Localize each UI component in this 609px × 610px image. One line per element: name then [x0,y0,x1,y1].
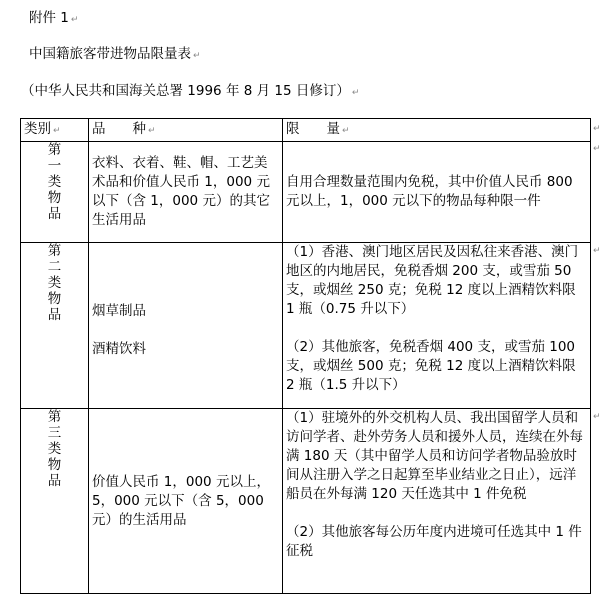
paragraph-mark-icon: ↵ [342,126,350,136]
limit-text: （1）香港、澳门地区居民及因私往来香港、澳门地区的内地居民，免税香烟 200 支，或雪茄 50 支，或烟丝 250 克；免税 12 度以上酒精饮料限 1 瓶（0.75 升以下） [286,244,579,317]
subtitle-text: （中华人民共和国海关总署 1996 年 8 月 15 日修订） [21,83,350,99]
table-row [21,243,591,409]
limit-text: （1）驻境外的外交机构人员、我出国留学人员和访问学者、赴外劳务人员和援外人员，连续在外每满 180 天（其中留学人员和访问学者物品验放时间从注册入学之日起算至毕业结业之日止），远洋船员在外每满 120 天任选其中 1 件免税 [286,410,583,502]
attachment-label [29,6,78,26]
category-vertical-text [24,243,85,323]
table-row [21,409,591,594]
row-end-mark-icon: ↵ [593,144,601,154]
category-char: 类 [47,275,62,291]
items-cell [89,409,283,594]
table-header-row [21,119,591,142]
category-char: 二 [47,259,62,275]
limit-text: （2）其他旅客每公历年度内进境可任选其中 1 件征税 [286,524,582,559]
limit-text: （2）其他旅客，免税香烟 400 支，或雪茄 100 支，或烟丝 500 克；免税 12 度以上酒精饮料限 2 瓶（1.5 升以下） [286,339,576,393]
category-char: 类 [47,174,62,190]
category-char: 品 [47,307,62,323]
document-title [29,42,201,62]
items-text: 衣料、衣着、鞋、帽、工艺美术品和价值人民币 1，000 元以下（含 1，000 元）的其它生活用品 [92,155,270,228]
items-cell [89,142,283,243]
category-vertical-text [24,142,85,222]
attachment-text: 附件 1 [29,10,69,26]
document-subtitle [21,79,359,99]
header-category [21,119,89,142]
category-char: 品 [47,206,62,222]
table-row [21,142,591,243]
row-end-mark-icon: ↵ [593,246,601,256]
category-char: 第 [47,142,62,158]
title-text: 中国籍旅客带进物品限量表 [29,46,191,62]
items-text: 酒精饮料 [92,341,146,357]
row-end-mark-icon: ↵ [593,412,601,422]
header-items-text: 品 种 [92,121,146,137]
paragraph-mark-icon: ↵ [53,126,61,136]
category-char: 物 [47,457,62,473]
header-limit [283,119,591,142]
category-char: 第 [47,409,62,425]
category-char: 品 [47,473,62,489]
row-end-mark-icon: ↵ [593,124,601,134]
category-char: 物 [47,190,62,206]
header-category-text: 类别 [24,121,51,137]
category-cell [21,409,89,594]
paragraph-mark-icon: ↵ [70,15,79,25]
category-cell [21,142,89,243]
category-char: 三 [47,425,62,441]
limit-cell [283,142,591,243]
category-cell [21,243,89,409]
paragraph-mark-icon: ↵ [351,88,360,98]
items-text: 烟草制品 [92,303,146,319]
paragraph-mark-icon: ↵ [193,51,201,61]
items-cell [89,243,283,409]
limit-cell [283,243,591,409]
header-limit-text: 限 量 [286,121,340,137]
items-text: 价值人民币 1，000 元以上，5，000 元以下（含 5，000 元）的生活用品 [92,473,270,528]
paragraph-mark-icon: ↵ [148,126,156,136]
category-char: 物 [47,291,62,307]
category-vertical-text [24,409,85,489]
limit-text: 自用合理数量范围内免税，其中价值人民币 800 元以上，1，000 元以下的物品每种限一件 [286,174,573,209]
limit-cell [283,409,591,594]
category-char: 一 [47,158,62,174]
header-items [89,119,283,142]
category-char: 第 [47,243,62,259]
category-char: 类 [47,441,62,457]
goods-limit-table [20,118,591,594]
